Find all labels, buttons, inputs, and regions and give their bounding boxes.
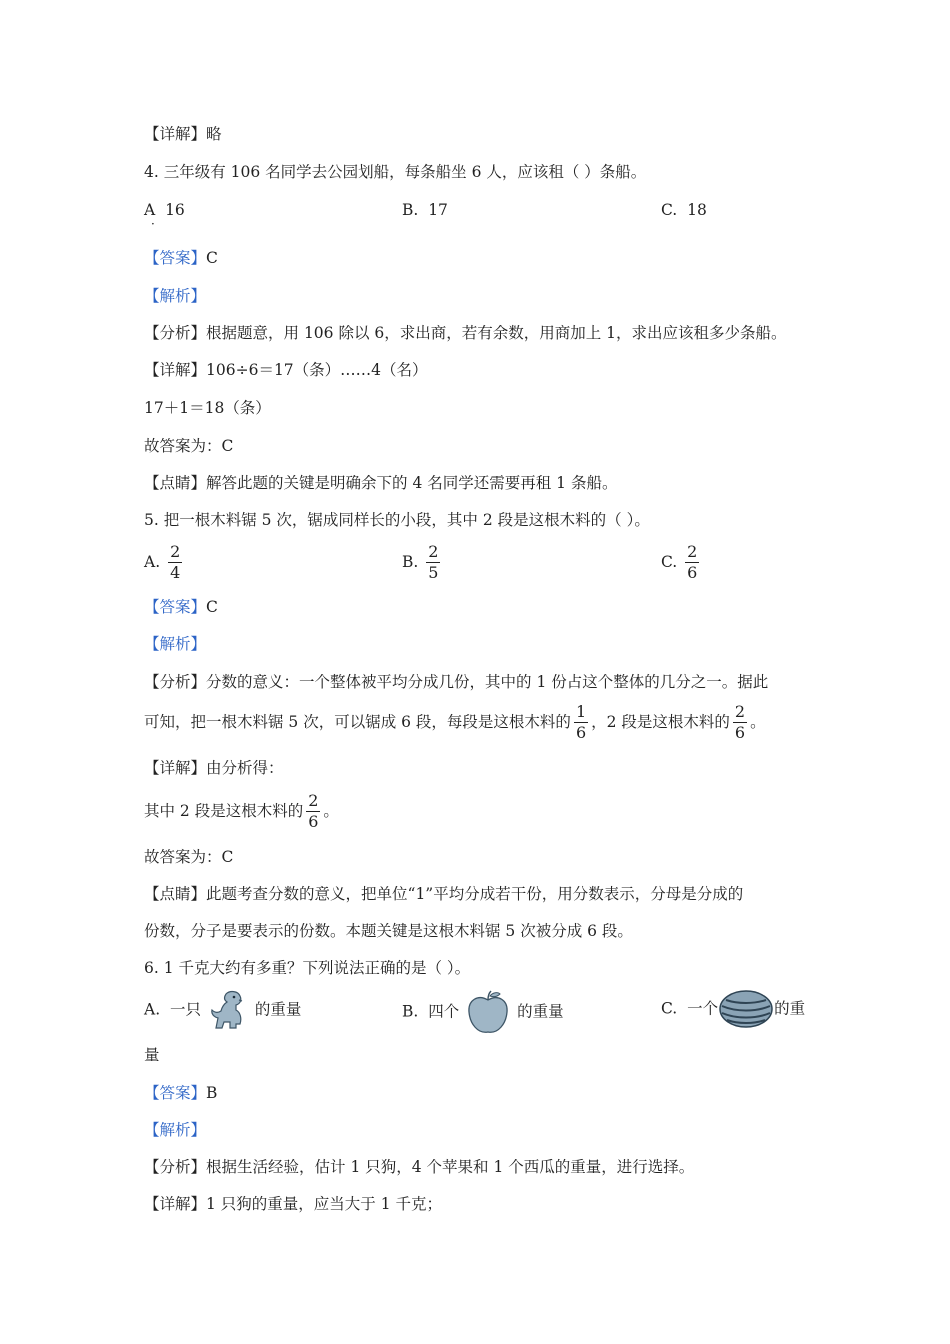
analysis-text-part: ，2 段是这根木料的 xyxy=(591,712,730,731)
answer-tag: 【答案】 xyxy=(144,598,207,616)
q5-option-c-fraction: $\frac{2}{6}$ xyxy=(687,542,698,582)
analysis-tag-4: 【解析】 xyxy=(144,287,207,305)
q5-option-a-fraction: $\frac{2}{4}$ xyxy=(170,542,181,582)
analysis-line-6 xyxy=(144,1157,694,1177)
comment-line-5 xyxy=(144,884,743,904)
q6-option-c-wrap: 量 xyxy=(144,1046,160,1064)
q4-option-b-value: 17 xyxy=(428,201,448,219)
conclusion-line-5: 故答案为：C xyxy=(144,848,234,866)
fraction-one-sixth: $\frac{1}{6}$ xyxy=(575,702,587,742)
analysis-tag: 【分析】 xyxy=(144,324,207,342)
analysis-text: 分数的意义：一个整体被平均分成几份，其中的 1 份占这个整体的几分之一。据此 xyxy=(206,673,769,691)
question-6: 6. 1 千克大约有多重？下列说法正确的是（ ）。 xyxy=(144,959,471,977)
watermelon-picture xyxy=(718,988,774,1030)
q6-option-b-label: B. xyxy=(402,1002,419,1021)
answer-text: B xyxy=(206,1084,218,1102)
conclusion-line-4: 故答案为：C xyxy=(144,437,234,455)
comment-text: 解答此题的关键是明确余下的 4 名同学还需要再租 1 条船。 xyxy=(206,474,618,492)
answer-text: C xyxy=(206,249,218,267)
fraction-two-sixths: $\frac{2}{6}$ xyxy=(308,791,319,831)
q6-option-c-suffix: 的重 xyxy=(774,999,806,1018)
q6-option-c-label: C. xyxy=(661,999,678,1018)
comment-tag: 【点睛】 xyxy=(144,474,207,492)
q4-option-c xyxy=(661,200,707,220)
question-4: 4. 三年级有 106 名同学去公园划船，每条船坐 6 人，应该租（ ）条船。 xyxy=(144,163,647,181)
analysis-line-4 xyxy=(144,323,787,343)
q4-option-b-label: B. xyxy=(402,201,419,219)
calc-line: 17＋1＝18（条） xyxy=(144,399,271,417)
detail-tag: 【详解】 xyxy=(144,759,207,777)
answer-line-6 xyxy=(144,1083,217,1103)
detail-text-part: 其中 2 段是这根木料的 xyxy=(144,801,304,820)
answer-tag: 【答案】 xyxy=(144,1084,207,1102)
q6-option-a-label: A. xyxy=(144,1000,161,1019)
comment-line-5b: 份数，分子是要表示的份数。本题关键是这根木料锯 5 次被分成 6 段。 xyxy=(144,922,633,940)
detail-tag: 【详解】 xyxy=(144,125,207,143)
detail-tag: 【详解】 xyxy=(144,1195,207,1213)
q5-option-b xyxy=(402,544,443,581)
q5-option-c xyxy=(661,544,702,581)
analysis-line-5 xyxy=(144,672,768,692)
q5-option-b-fraction: $\frac{2}{5}$ xyxy=(428,542,439,582)
comment-tag: 【点睛】 xyxy=(144,885,207,903)
q6-option-a-suffix: 的重量 xyxy=(254,1000,302,1019)
q6-option-b xyxy=(402,988,564,1036)
answer-text: C xyxy=(206,598,218,616)
q5-option-b-label: B. xyxy=(402,552,419,571)
apple-picture xyxy=(464,988,512,1036)
comment-text: 此题考查分数的意义，把单位“1”平均分成若干份，用分数表示，分母是分成的 xyxy=(206,885,744,903)
comment-line-4 xyxy=(144,473,617,493)
q4-option-a-value: 16 xyxy=(165,201,185,219)
detail-line-6 xyxy=(144,1194,442,1214)
q4-option-c-label: C. xyxy=(661,201,678,219)
question-5: 5. 把一根木料锯 5 次，锯成同样长的小段，其中 2 段是这根木料的（ ）。 xyxy=(144,511,650,529)
q4-option-c-value: 18 xyxy=(687,201,707,219)
detail-line xyxy=(144,124,222,144)
detail-tag: 【详解】 xyxy=(144,361,207,379)
fraction-two-sixths: $\frac{2}{6}$ xyxy=(734,702,746,742)
analysis-tag-6: 【解析】 xyxy=(144,1121,207,1139)
answer-line-4 xyxy=(144,248,218,268)
q6-option-c xyxy=(661,988,805,1030)
detail-line-5b xyxy=(144,793,339,830)
q5-option-a-label: A. xyxy=(144,552,161,571)
detail-text: 106÷6＝17（条）……4（名） xyxy=(206,361,428,379)
analysis-text: 根据生活经验，估计 1 只狗，4 个苹果和 1 个西瓜的重量，进行选择。 xyxy=(206,1158,695,1176)
analysis-text: 根据题意，用 106 除以 6，求出商，若有余数，用商加上 1，求出应该租多少条船。 xyxy=(206,324,787,342)
analysis-text-part: 。 xyxy=(750,712,766,731)
detail-line-5 xyxy=(144,758,284,778)
analysis-tag: 【分析】 xyxy=(144,673,207,691)
q6-option-b-text: 四个 xyxy=(428,1002,460,1021)
detail-text: 略 xyxy=(206,125,222,143)
detail-line-4 xyxy=(144,360,428,380)
analysis-text-part: 可知，把一根木料锯 5 次，可以锯成 6 段，每段是这根木料的 xyxy=(144,712,571,731)
q6-option-c-text: 一个 xyxy=(687,999,719,1018)
analysis-line-5b xyxy=(144,704,766,741)
dog-picture xyxy=(206,988,250,1032)
q4-option-a-label: A xyxy=(144,201,156,219)
detail-text: 由分析得： xyxy=(206,759,284,777)
q6-option-a xyxy=(144,988,301,1032)
q5-option-a xyxy=(144,544,185,581)
analysis-tag-5: 【解析】 xyxy=(144,635,207,653)
q6-option-b-suffix: 的重量 xyxy=(517,1002,564,1021)
analysis-tag: 【分析】 xyxy=(144,1158,207,1176)
q4-dot: · xyxy=(151,217,155,231)
q5-option-c-label: C. xyxy=(661,552,678,571)
answer-tag: 【答案】 xyxy=(144,249,207,267)
detail-text-part: 。 xyxy=(323,801,339,820)
q6-option-a-text: 一只 xyxy=(169,1000,201,1019)
answer-line-5 xyxy=(144,597,218,617)
detail-text: 1 只狗的重量，应当大于 1 千克； xyxy=(206,1195,443,1213)
q4-option-b xyxy=(402,200,448,220)
